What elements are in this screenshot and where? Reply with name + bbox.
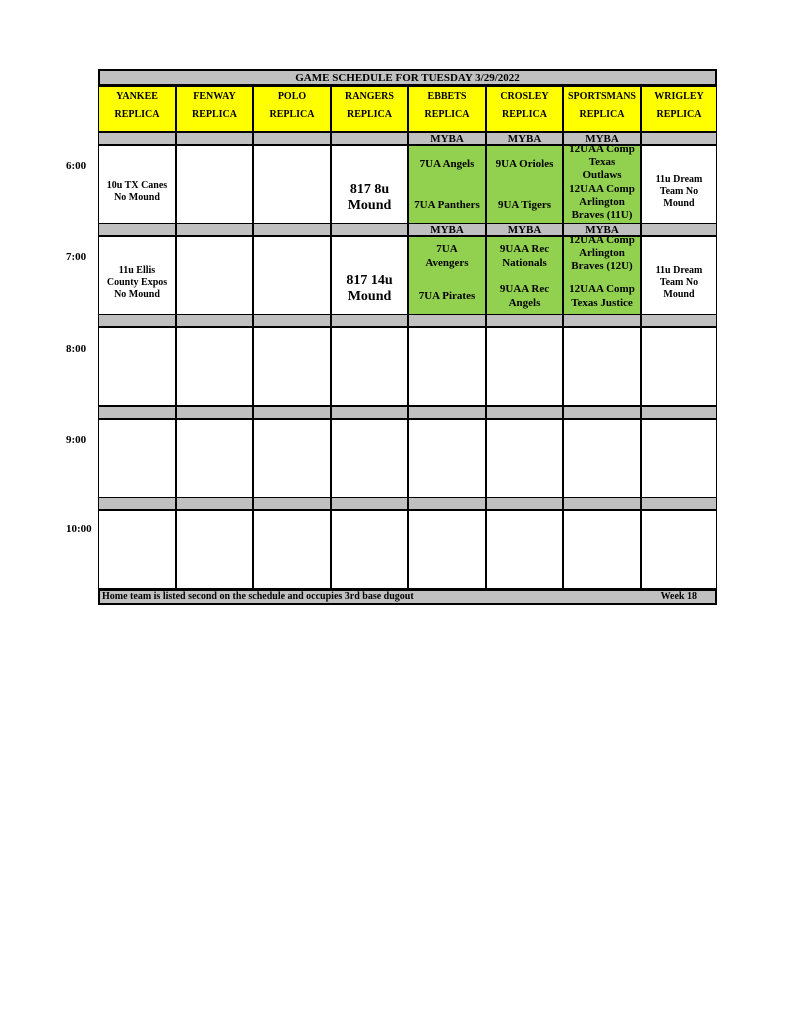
game-cell (98, 510, 176, 589)
schedule-title: GAME SCHEDULE FOR TUESDAY 3/29/2022 (98, 69, 717, 86)
game-cell (331, 145, 408, 224)
game-cell (98, 327, 176, 406)
slot-divider (486, 497, 563, 510)
game-cell (641, 236, 717, 315)
field-header-crosley (486, 86, 563, 132)
slot-divider (408, 497, 486, 510)
slot-divider: MYBA (486, 223, 563, 236)
slot-divider (253, 406, 331, 419)
field-header-wrigley (641, 86, 717, 132)
slot-divider (98, 132, 176, 145)
game-matchup-top: 7UA Avengers (425, 243, 469, 269)
slot-divider: MYBA (563, 223, 641, 236)
game-cell (563, 327, 641, 406)
game-cell (176, 510, 253, 589)
game-cell (253, 419, 331, 498)
slot-divider (563, 406, 641, 419)
slot-divider (331, 497, 408, 510)
slot-divider (563, 497, 641, 510)
slot-divider (253, 132, 331, 145)
slot-divider (176, 223, 253, 236)
myba-game-cell (408, 145, 486, 224)
slot-divider (408, 314, 486, 327)
game-cell (253, 327, 331, 406)
field-name: YANKEE (116, 91, 158, 102)
game-cell (176, 327, 253, 406)
game-cell (408, 419, 486, 498)
game-cell (253, 145, 331, 224)
footer-note: Home team is listed second on the schedule and occupies 3rd base dugout (102, 591, 414, 602)
field-header-sportsmans (563, 86, 641, 132)
field-name: FENWAY (193, 91, 236, 102)
slot-divider (641, 314, 717, 327)
time-label: 6:00 (66, 160, 87, 172)
field-name: EBBETS (427, 91, 467, 102)
game-cell (408, 510, 486, 589)
slot-divider (641, 132, 717, 145)
slot-divider (98, 497, 176, 510)
field-sub: REPLICA (269, 109, 315, 120)
game-cell (98, 145, 176, 224)
game-cell (331, 510, 408, 589)
field-sub: REPLICA (424, 109, 470, 120)
myba-game-cell (408, 236, 486, 315)
game-matchup-top: 9UA Orioles (495, 158, 554, 170)
slot-divider (331, 223, 408, 236)
slot-divider (331, 314, 408, 327)
myba-game-cell (486, 145, 563, 224)
game-matchup-bottom: 9UAA Rec Angels (499, 283, 550, 309)
slot-divider (253, 314, 331, 327)
field-header-rangers (331, 86, 408, 132)
game-matchup-top: 12UAA Comp Texas Outlaws (569, 143, 635, 181)
slot-divider: MYBA (408, 132, 486, 145)
game-matchup-top: 7UA Angels (419, 158, 475, 170)
game-cell (176, 419, 253, 498)
game-matchup-bottom: 12UAA Comp Arlington Braves (11U) (569, 183, 635, 221)
game-cell (98, 419, 176, 498)
slot-divider (331, 406, 408, 419)
field-header-polo (253, 86, 331, 132)
time-label: 7:00 (66, 251, 87, 263)
field-header-yankee (98, 86, 176, 132)
field-header-ebbets (408, 86, 486, 132)
schedule-footer (98, 589, 717, 605)
slot-divider (641, 223, 717, 236)
game-matchup-bottom: 7UA Panthers (414, 199, 480, 211)
slot-divider: MYBA (563, 132, 641, 145)
game-cell (176, 236, 253, 315)
game-cell (176, 145, 253, 224)
slot-divider (331, 132, 408, 145)
game-cell (641, 510, 717, 589)
slot-divider (486, 406, 563, 419)
game-cell (253, 236, 331, 315)
game-cell (563, 510, 641, 589)
slot-divider (176, 132, 253, 145)
game-cell (486, 327, 563, 406)
game-cell (98, 236, 176, 315)
game-cell (408, 327, 486, 406)
game-matchup-bottom: 7UA Pirates (418, 290, 476, 302)
game-cell (331, 327, 408, 406)
slot-divider (176, 314, 253, 327)
game-text: 10u TX Canes No Mound (106, 179, 168, 203)
time-label: 9:00 (66, 434, 87, 446)
slot-divider: MYBA (486, 132, 563, 145)
time-label: 10:00 (66, 523, 92, 535)
field-sub: REPLICA (114, 109, 160, 120)
slot-divider (253, 223, 331, 236)
game-text: 817 14u Mound (346, 272, 393, 304)
game-cell (331, 236, 408, 315)
game-cell (641, 419, 717, 498)
field-name: CROSLEY (500, 91, 549, 102)
game-cell (486, 510, 563, 589)
field-sub: REPLICA (501, 109, 547, 120)
slot-divider: MYBA (408, 223, 486, 236)
slot-divider (641, 406, 717, 419)
myba-game-cell (563, 145, 641, 224)
game-text: 11u Ellis County Expos No Mound (106, 264, 168, 300)
game-cell (253, 510, 331, 589)
game-cell (331, 419, 408, 498)
field-sub: REPLICA (656, 109, 702, 120)
field-header-fenway (176, 86, 253, 132)
slot-divider (98, 314, 176, 327)
field-sub: REPLICA (346, 109, 392, 120)
myba-game-cell (563, 236, 641, 315)
field-name: POLO (277, 91, 307, 102)
game-matchup-top: 12UAA Comp Arlington Braves (12U) (569, 234, 635, 272)
game-matchup-bottom: 9UA Tigers (497, 199, 552, 211)
game-cell (563, 419, 641, 498)
slot-divider (98, 223, 176, 236)
game-text: 11u Dream Team No Mound (655, 264, 703, 300)
game-cell (641, 327, 717, 406)
myba-game-cell (486, 236, 563, 315)
slot-divider (253, 497, 331, 510)
field-name: RANGERS (345, 91, 394, 102)
time-label: 8:00 (66, 343, 87, 355)
slot-divider (176, 497, 253, 510)
field-sub: REPLICA (191, 109, 237, 120)
field-name: SPORTSMANS (568, 91, 636, 102)
slot-divider (563, 314, 641, 327)
field-name: WRIGLEY (654, 91, 704, 102)
game-cell (486, 419, 563, 498)
game-text: 817 8u Mound (347, 181, 392, 213)
game-matchup-top: 9UAA Rec Nationals (499, 243, 550, 269)
slot-divider (641, 497, 717, 510)
game-text: 11u Dream Team No Mound (655, 173, 703, 209)
field-sub: REPLICA (579, 109, 625, 120)
game-cell (641, 145, 717, 224)
game-matchup-bottom: 12UAA Comp Texas Justice (569, 283, 635, 309)
week-label: Week 18 (660, 591, 697, 602)
schedule-table (98, 69, 717, 605)
slot-divider (98, 406, 176, 419)
slot-divider (176, 406, 253, 419)
slot-divider (486, 314, 563, 327)
slot-divider (408, 406, 486, 419)
